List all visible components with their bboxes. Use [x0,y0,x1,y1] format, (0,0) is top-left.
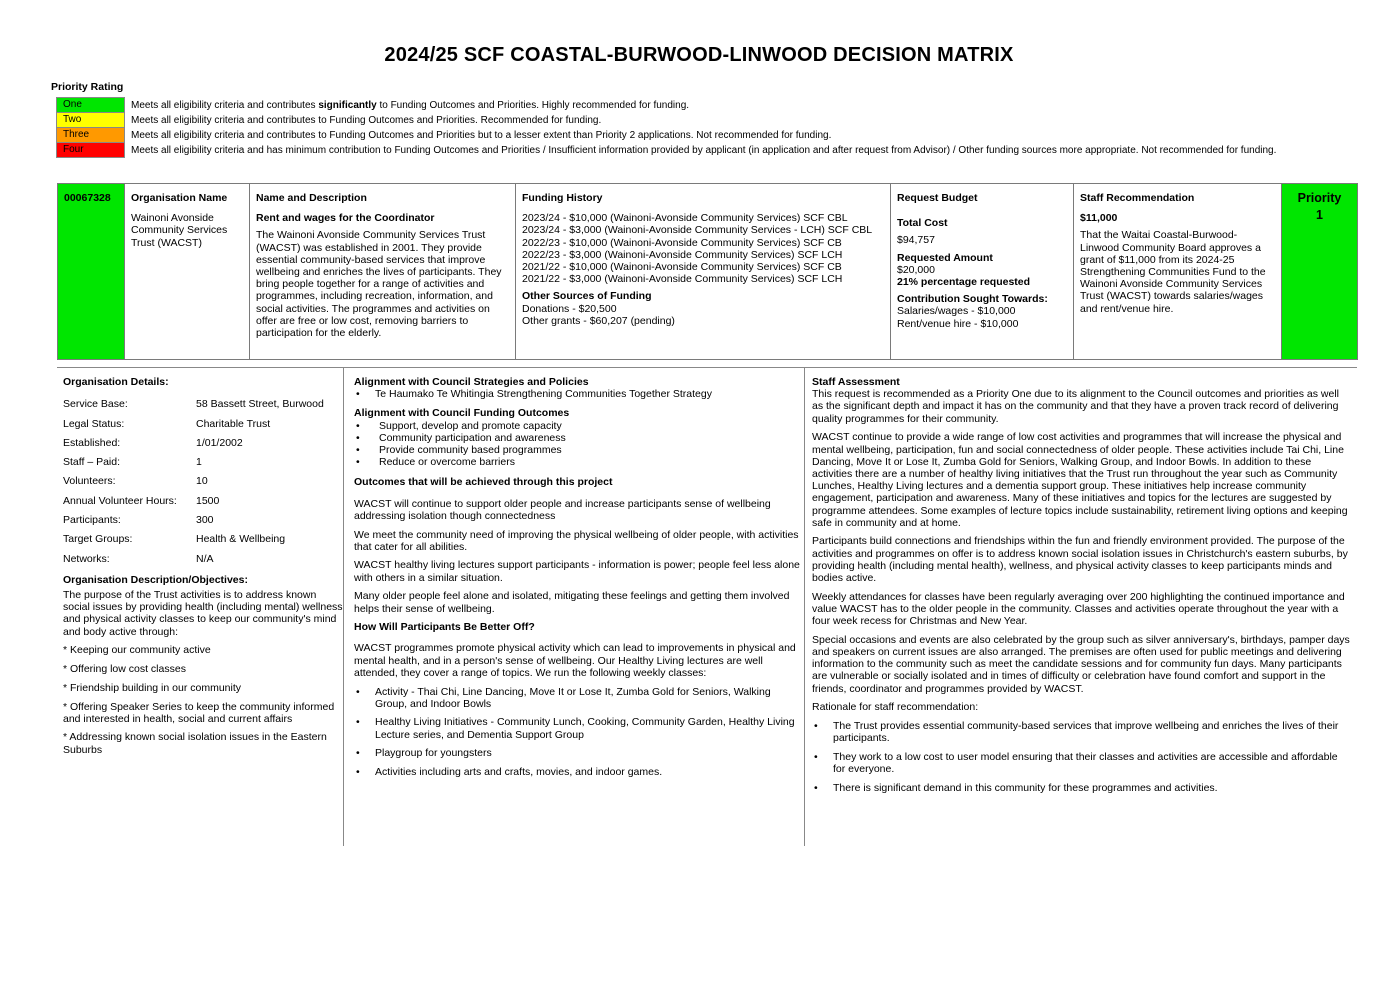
rationale-item: • They work to a low cost to user model ensuring that their classes and activities are accessible and affordable for everyone. [812,751,1352,775]
classes-list [354,686,804,779]
legend-desc-three: Meets all eligibility criteria and contributes to Funding Outcomes and Priorities but to a lesser extent than Priority 2 applications. Not recommended for funding. [131,129,832,141]
detail-row: Established: 1/01/2002 [63,436,243,449]
priority-heading: Priority [1297,191,1342,205]
application-summary-table [57,183,1358,360]
organisation-details-column [57,368,344,846]
detail-row: Participants: 300 [63,513,214,526]
legend-desc-one: Meets all eligibility criteria and contributes significantly to Funding Outcomes and Priorities. Highly recommended for funding. [131,99,690,111]
funding-history-heading: Funding History [522,192,603,204]
objective-item: * Addressing known social isolation issues in the Eastern Suburbs [63,731,327,756]
detail-row: Volunteers: 10 [63,475,208,488]
total-cost-label: Total Cost [897,217,948,230]
contribution-line: Salaries/wages - $10,000 [897,305,1016,318]
legend-row-one [57,98,1308,113]
funding-outcomes-list [354,420,804,469]
assessment-paragraph: Weekly attendances for classes have been regularly averaging over 200 highlighting the continued importance and value WACST has to the older people in the community. Classes and activities operate throughout the year with a four week recess for Christmas and New Year. [812,590,1345,628]
assessment-paragraph: Special occasions and events are also celebrated by the group such as silver anniversary's, birthdays, pamper days and speakers on current issues are also arranged. The premises are often used for public meetings and delivering information to the community such as meet the candidate sessions and for community fun days. Many participants are vulnerable or socially isolated and in times of difficulty or celebration have found comfort and support in the friends, coordinator and programmes provided by WACST. [812,633,1350,695]
priority-rating-heading: Priority Rating [51,81,124,93]
funding-history-line: 2022/23 - $3,000 (Wainoni-Avonside Community Services) SCF LCH [522,248,843,261]
recommended-amount: $11,000 [1080,212,1118,225]
project-name: Rent and wages for the Coordinator [256,212,435,225]
funding-outcomes-heading: Alignment with Council Funding Outcomes [354,407,570,420]
funding-history-line: 2022/23 - $10,000 (Wainoni-Avonside Community Services) SCF CB [522,236,842,249]
other-sources-heading: Other Sources of Funding [522,290,652,303]
organisation-name-heading: Organisation Name [131,192,228,204]
rationale-list [812,720,1352,794]
contribution-line: Rent/venue hire - $10,000 [897,317,1019,330]
legend-desc-four: Meets all eligibility criteria and has minimum contribution to Funding Outcomes and Priorities / Insufficient information provided by applicant (in application and after request from Advisor) / Other funding sources more appropriate. Not recommended for funding. [131,144,1277,156]
detail-row: Legal Status: Charitable Trust [63,417,271,430]
legend-row-three [57,128,1308,143]
objective-item: * Offering low cost classes [63,663,186,676]
alignment-column [348,368,805,846]
legend-swatch-two: Two [57,113,125,128]
legend-row-two [57,113,1308,128]
requested-amount-value: $20,000 [897,263,935,276]
better-off-text: WACST programmes promote physical activity which can lead to improvements in physical and mental health, and in a person's sense of wellbeing. Our Healthy Living lectures are well attended, they cover a range of topics. We run the following weekly classes: [354,642,796,679]
details-section [57,367,1357,846]
project-description: The Wainoni Avonside Community Services Trust (WACST) was established in 2001. They provide essential community-based services that improve wellbeing and enriches the lives of participants. They bring people together for a range of activities and programmes, including recreation, information, and social activities. The programmes and activities on offer are free or low cost, removing barriers to participation for the elderly. [256,229,502,340]
detail-row: Annual Volunteer Hours: 1500 [63,494,220,507]
objective-item: * Keeping our community active [63,644,211,657]
name-description-cell [250,184,516,360]
recommendation-text: That the Waitai Coastal-Burwood-Linwood Community Board approves a grant of $11,000 from its 2024-25 Strengthening Communities Fund to the Wainoni Avonside Community Services Trust (WACST) towards salaries/wages and rent/venue hire. [1080,229,1266,315]
document-title: 2024/25 SCF COASTAL-BURWOOD-LINWOOD DECISION MATRIX [384,44,1014,66]
detail-row: Service Base: 58 Bassett Street, Burwood [63,398,324,411]
requested-amount-label: Requested Amount [897,251,993,264]
strategies-heading: Alignment with Council Strategies and Policies [354,376,589,388]
staff-recommendation-cell [1074,184,1282,360]
funding-history-line: 2021/22 - $3,000 (Wainoni-Avonside Community Services) SCF LCH [522,273,843,286]
outcome-item: • Support, develop and promote capacity [354,420,804,432]
rationale-heading: Rationale for staff recommendation: [812,701,979,714]
legend-desc-two: Meets all eligibility criteria and contributes to Funding Outcomes and Priorities. Recommended for funding. [131,114,602,126]
class-item: • Activities including arts and crafts, movies, and indoor games. [354,766,804,778]
outcome-item: • Provide community based programmes [354,444,804,456]
organisation-description-heading: Organisation Description/Objectives: [63,573,248,586]
achieve-item: WACST healthy living lectures support participants - information is power; people feel less alone with others in a similar situation. [354,559,800,584]
organisation-description: The purpose of the Trust activities is to address known social issues by providing health (including mental) wellness and physical activity classes to keep our community's mind and body active through: [63,589,343,638]
detail-row: Target Groups: Health & Wellbeing [63,533,286,546]
strategy-item: • Te Haumako Te Whitingia Strengthening Communities Together Strategy [354,388,804,400]
strategies-list [354,388,804,400]
objective-item: * Friendship building in our community [63,681,242,694]
other-source-line: Other grants - $60,207 (pending) [522,314,675,327]
legend-swatch-four: Four [57,143,125,158]
organisation-name: Wainoni Avonside Community Services Trust (WACST) [131,212,228,249]
better-off-heading: How Will Participants Be Better Off? [354,621,535,634]
achieve-heading: Outcomes that will be achieved through this project [354,476,613,489]
achieve-item: We meet the community need of improving the physical wellbeing of older people, with activities that cater for all abilities. [354,528,799,553]
class-item: • Activity - Thai Chi, Line Dancing, Move It or Lose It, Zumba Gold for Seniors, Walking Group, and Indoor Bowls [354,686,804,710]
application-id: 00067328 [64,192,111,204]
priority-cell [1282,184,1358,360]
class-item: • Playgroup for youngsters [354,747,804,759]
name-description-heading: Name and Description [256,192,367,204]
detail-row: Networks: N/A [63,552,214,565]
legend-row-four [57,143,1308,158]
rationale-item: • The Trust provides essential community-based services that improve wellbeing and enriches the lives of their participants. [812,720,1352,744]
achieve-item: WACST will continue to support older people and increase participants sense of wellbeing addressing isolation though connectedness [354,497,771,522]
staff-assessment-column [806,368,1352,846]
organisation-details-heading: Organisation Details: [63,376,169,388]
legend-swatch-one: One [57,98,125,113]
legend-swatch-three: Three [57,128,125,143]
outcome-item: • Community participation and awareness [354,432,804,444]
assessment-paragraph: This request is recommended as a Priority One due to its alignment to the Council outcomes and priorities as well as the significant depth and impact it has on the community and that they have a proven track record of delivering quality programmes for their community. [812,388,1339,425]
funding-history-line: 2023/24 - $10,000 (Wainoni-Avonside Community Services) SCF CBL [522,212,848,225]
rationale-item: • There is significant demand in this community for these programmes and activities. [812,782,1352,794]
achieve-item: Many older people feel alone and isolated, mitigating these feelings and getting them involved helps their sense of wellbeing. [354,590,790,615]
percentage-requested: 21% percentage requested [897,276,1031,289]
objective-item: * Offering Speaker Series to keep the community informed and interested in health, social and current affairs [63,700,335,725]
request-budget-heading: Request Budget [897,192,978,204]
funding-history-line: 2021/22 - $10,000 (Wainoni-Avonside Community Services) SCF CB [522,261,842,274]
staff-recommendation-heading: Staff Recommendation [1080,192,1195,204]
priority-value: 1 [1316,208,1323,223]
assessment-paragraph: Participants build connections and friendships within the fun and friendly environment provided. The purpose of the activities and programmes on offer is to address known social isolation issues in Christchurch's eastern suburbs, by providing health (including mental health), wellness, and physical activity classes to keep participants minds and bodies active. [812,535,1348,585]
contribution-label: Contribution Sought Towards: [897,293,1048,306]
request-budget-cell [891,184,1074,360]
organisation-name-cell [125,184,250,360]
assessment-paragraph: WACST continue to provide a wide range of low cost activities and programmes that will increase the physical and mental wellbeing, participation, fun and social connectedness of older people. These activities include Tai Chi, Line Dancing, Move It or Lose It, Zumba Gold for Seniors, Walking Group, and Indoor Bowls. In addition to these activities there are a number of healthy living initiatives that the Trust run throughout the year such as Community Lunches, Healthy Living lectures and a dementia support group. These initiatives help increase community engagement, participation and awareness. Many of these initiatives and topics for the lectures are suggested by programme attendees. Some examples of lecture topics include sustainability, retirement living options and keeping safe in community and at home. [812,431,1348,529]
other-source-line: Donations - $20,500 [522,302,617,315]
detail-row: Staff – Paid: 1 [63,456,202,469]
funding-history-cell [516,184,891,360]
class-item: • Healthy Living Initiatives - Community Lunch, Cooking, Community Garden, Healthy Living Lecture series, and Dementia Support Group [354,716,804,740]
funding-history-line: 2023/24 - $3,000 (Wainoni-Avonside Community Services - LCH) SCF CBL [522,224,873,237]
priority-legend [56,97,1308,158]
outcome-item: • Reduce or overcome barriers [354,456,804,468]
total-cost-value: $94,757 [897,234,935,247]
application-id-cell [58,184,125,360]
staff-assessment-heading: Staff Assessment [812,376,900,388]
